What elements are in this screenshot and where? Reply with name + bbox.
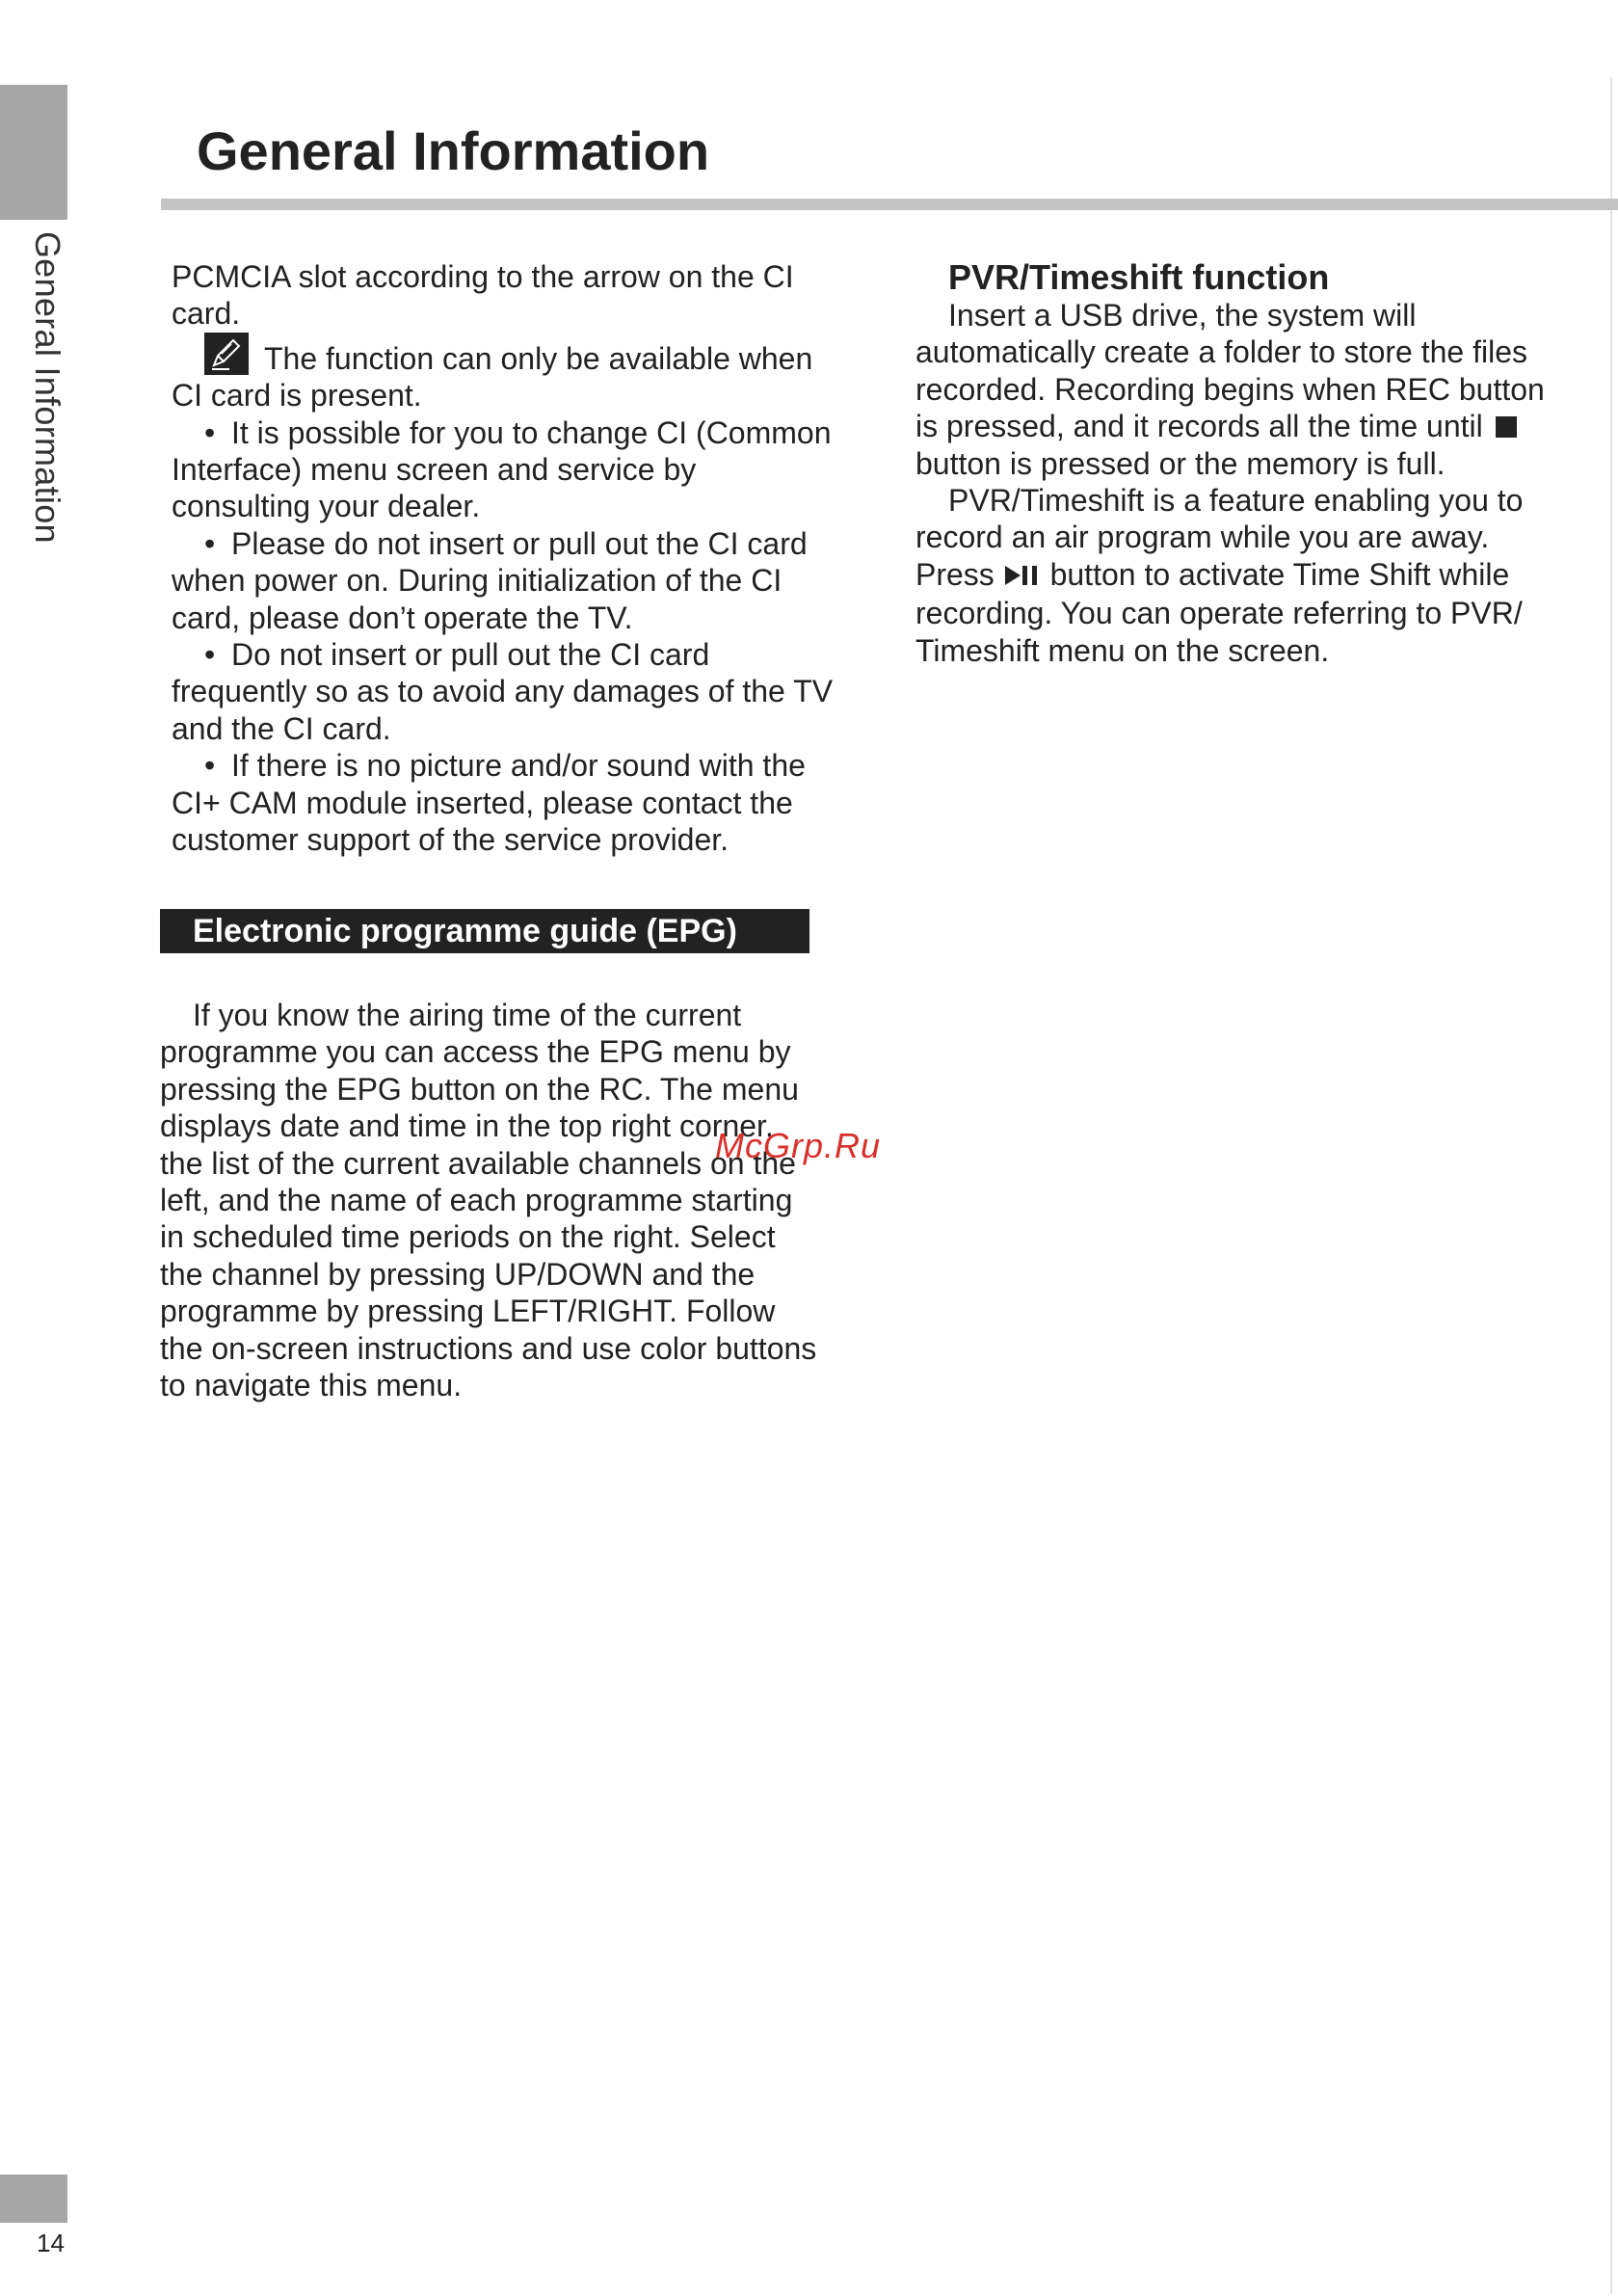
watermark: McGrp.Ru: [715, 1126, 882, 1165]
note-paragraph: [172, 333, 836, 414]
pvr-paragraph-3: [915, 556, 1571, 669]
bullet-text: If there is no picture and/or sound with the CI+ CAM module inserted, please contact the customer support of the service provider.: [172, 748, 806, 858]
list-item: [172, 636, 836, 747]
page-title: General Information: [197, 120, 710, 181]
bullet-glyph: •: [204, 525, 216, 561]
pvr-paragraph-2: PVR/Timeshift is a feature enabling you to record an air program while you are away.: [915, 483, 1524, 555]
pvr-heading: PVR/Timeshift function: [948, 257, 1330, 297]
bullet-text: It is possible for you to change CI (Common Interface) menu screen and service by consulting your dealer.: [172, 414, 832, 524]
pvr-para1-text: Insert a USB drive, the system will automatically create a folder to store the files recorded. Recording begins when REC button is pressed, and it records all the time until: [915, 298, 1545, 444]
bullet-glyph: •: [204, 637, 216, 673]
pvr-para1-end: button is pressed or the memory is full.: [915, 445, 1446, 481]
pvr-para3-start: Press: [915, 556, 995, 592]
page-number: 14: [37, 2229, 65, 2257]
right-column: [915, 258, 1571, 669]
list-item: [172, 414, 836, 525]
bullet-text: Do not insert or pull out the CI card frequently so as to avoid any damages of the TV and the CI card.: [172, 637, 834, 746]
note-text: The function can only be available when CI card is present.: [172, 340, 813, 414]
play-pause-icon: [1003, 558, 1042, 595]
epg-body: If you know the airing time of the current programme you can access the EPG menu by pressing the EPG button on the RC. The menu displays date and time in the top right corner, the list of the current available channels on the left, and the name of each programme starting in scheduled time periods on the right. Select the channel by pressing UP/DOWN and the programme by pressing LEFT/RIGHT. Follow the on-screen instructions and use color buttons to navigate this menu.: [160, 998, 817, 1403]
bullet-glyph: •: [204, 748, 216, 784]
pvr-paragraph-1: [915, 297, 1571, 482]
left-column: [172, 258, 836, 859]
title-divider: [161, 199, 1618, 210]
side-section-label: General Information: [28, 231, 67, 544]
page-number-marker: [0, 2175, 67, 2223]
list-item: [172, 525, 836, 636]
epg-section: [160, 997, 825, 1403]
bullet-text: Please do not insert or pull out the CI card when power on. During initialization of the CI card, please don’t operate the TV.: [172, 525, 808, 635]
side-tab-marker: [0, 85, 67, 220]
intro-paragraph: PCMCIA slot according to the arrow on the CI card.: [172, 259, 794, 332]
epg-section-heading: Electronic programme guide (EPG): [160, 909, 809, 953]
pvr-para3-end: button to activate Time Shift while recording. You can operate referring to PVR/ Timeshift menu on the screen.: [915, 556, 1523, 668]
note-pencil-icon: [204, 333, 249, 375]
page-edge-line: [1610, 77, 1612, 2294]
list-item: [172, 747, 836, 858]
stop-icon: [1496, 416, 1517, 438]
bullet-glyph: •: [204, 414, 216, 450]
